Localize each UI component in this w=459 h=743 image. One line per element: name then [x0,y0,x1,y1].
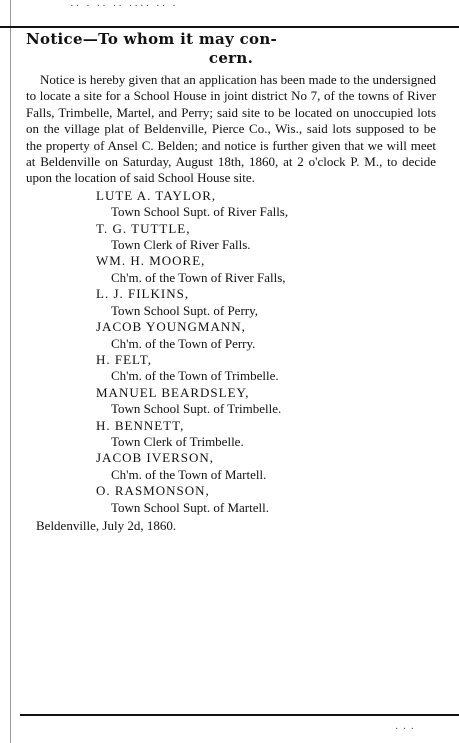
column-edge-line [10,0,11,743]
bottom-column-rule [20,714,459,716]
signer-name: T. G. TUTTLE, [96,220,191,236]
signer [26,221,436,254]
top-column-rule [0,26,459,28]
signer-title: Town School Supt. of Perry, [111,302,259,318]
previous-article-scrap: ·· · ·· ·· ···· ·· · [70,0,178,12]
signer [26,352,436,385]
signer [26,286,436,319]
signer-title: Town Clerk of Trimbelle. [111,433,244,449]
signer-name: H. FELT, [96,351,153,367]
headline-line-1: Notice—To whom it may con- [26,30,278,48]
signer [26,450,436,483]
signer-title: Ch'm. of the Town of Martell. [111,466,267,482]
signer-name: O. RASMONSON, [96,483,210,499]
signer-name: WM. H. MOORE, [96,253,206,269]
signer-title: Ch'm. of the Town of Perry. [111,335,256,351]
signer [26,418,436,451]
signer-name: JACOB IVERSON, [96,450,215,466]
headline-line-2: cern. [208,49,254,67]
signer-title: Ch'm. of the Town of River Falls, [111,269,286,285]
next-article-scrap: · · · [395,724,415,735]
signer-name: JACOB YOUNGMANN, [96,319,246,335]
signer [26,385,436,418]
signer [26,319,436,352]
signer-name: H. BENNETT, [96,417,185,433]
signer-title: Town School Supt. of Martell. [111,499,269,515]
signer [26,483,436,516]
signer-title: Town Clerk of River Falls. [111,237,251,253]
notice-date-line: Beldenville, July 2d, 1860. [36,517,177,533]
school-site-notice [26,30,436,534]
signer-title: Town School Supt. of River Falls, [111,204,289,220]
signer-name: MANUEL BEARDSLEY, [96,384,250,400]
signer-name: L. J. FILKINS, [96,286,190,302]
signer-title: Town School Supt. of Trimbelle. [111,401,282,417]
signer [26,188,436,221]
notice-headline [26,30,436,68]
signer-name: LUTE A. TAYLOR, [96,187,217,203]
signer [26,253,436,286]
signer-title: Ch'm. of the Town of Trimbelle. [111,368,279,384]
notice-body: Notice is hereby given that an application has been made to the undersigned to locate a site for a School House in joint district No 7, of the towns of River Falls, Trimbelle, Martel, and Perry; said site to be located on unoccupied lots on the village plat of Beldenville, Pierce Co., Wis., said lots supposed to be the property of Ansel C. Belden; and notice is further given that we will meet at Beldenville on Saturday, August 18th, 1860, at 2 o'clock P. M., to decide upon the location of said School House site. [26,72,436,186]
signer-list [26,188,436,516]
